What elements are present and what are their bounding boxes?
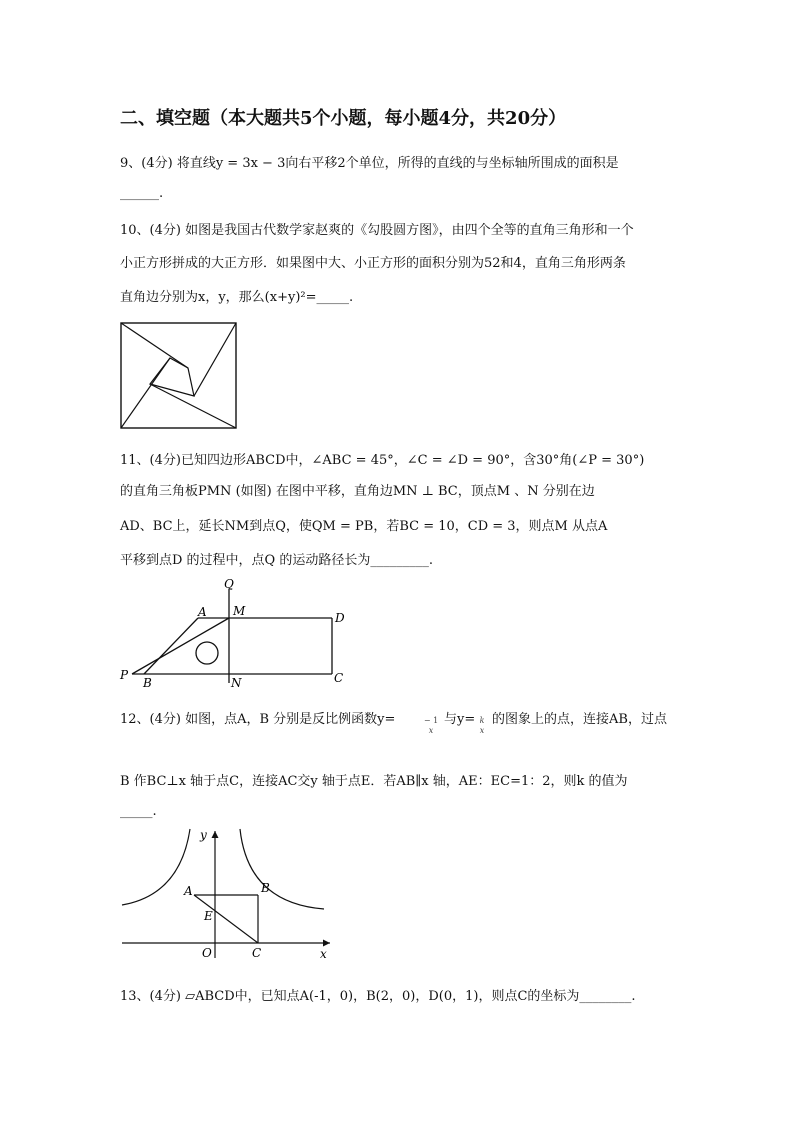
q11-label-a: A — [198, 605, 207, 619]
q12-x-axis-arrow — [323, 940, 330, 947]
q12-label-a: A — [184, 884, 193, 898]
q11-hypotenuse-pm — [132, 618, 229, 674]
q11-label-m: M — [233, 604, 246, 618]
q11-label-d: D — [335, 611, 345, 625]
q11-side-ab — [144, 618, 198, 674]
q12-hyperbola-figure — [118, 825, 338, 965]
q10-line-1: 10、(4分) 如图是我国古代数学家赵爽的《勾股圆方图》，由四个全等的直角三角形和一个 — [120, 223, 634, 238]
q12-frac-2-num: k — [479, 716, 485, 725]
q12-label-x: x — [320, 947, 327, 961]
q12-label-o: O — [202, 946, 212, 960]
q10-triangle-edge-2 — [194, 323, 236, 396]
q12-frac-1-den: x — [428, 726, 434, 735]
q12-label-y: y — [200, 828, 207, 842]
q11-label-p: P — [120, 668, 129, 682]
q9-answer-blank: ______. — [120, 186, 164, 201]
q12-line-1-mid: 与y= — [444, 712, 476, 727]
q12-line-3: _____. — [120, 804, 157, 819]
q11-label-n: N — [231, 676, 242, 690]
q10-line-2: 小正方形拼成的大正方形．如果图中大、小正方形的面积分别为52和4，直角三角形两条 — [120, 256, 626, 271]
q10-line-3: 直角边分别为x，y，那么(x+y)²=_____. — [120, 290, 354, 305]
q12-fraction-1 — [420, 716, 442, 736]
q11-line-2: 的直角三角板PMN (如图) 在图中平移，直角边MN ⊥ BC，顶点M 、N 分别在边 — [120, 484, 595, 499]
q10-triangle-edge-1 — [121, 323, 188, 368]
q9-line-1: 9、(4分) 将直线y = 3x − 3向右平移2个单位，所得的直线的与坐标轴所围成的面积是 — [120, 156, 619, 171]
q12-frac-1-num: 1 — [433, 716, 439, 725]
q11-label-q: Q — [224, 577, 234, 591]
q12-y-axis-arrow — [212, 831, 219, 838]
q11-triangle-hole — [196, 642, 218, 664]
q12-line-1-start: 12、(4分) 如图，点A，B 分别是反比例函数y= — [120, 712, 396, 727]
q11-label-b: B — [143, 676, 152, 690]
q11-line-4: 平移到点D 的过程中，点Q 的运动路径长为_________. — [120, 553, 433, 568]
q12-line-2: B 作BC⊥x 轴于点C，连接AC交y 轴于点E．若AB∥x 轴，AE：EC=1：2，则k 的值为 — [120, 774, 628, 789]
q12-right-hyperbola — [240, 829, 324, 909]
q11-line-1: 11、(4分)已知四边形ABCD中，∠ABC = 45°，∠C = ∠D = 90°，含30°角(∠P = 30°) — [120, 453, 645, 468]
q12-fraction-2 — [476, 716, 488, 736]
q12-line-1-end: 的图象上的点，连接AB，过点 — [492, 712, 667, 727]
q12-line-1 — [120, 708, 395, 727]
q10-pinwheel-figure — [118, 320, 242, 432]
q12-label-c: C — [252, 946, 262, 960]
q12-label-b: B — [261, 881, 270, 895]
q11-label-c: C — [334, 671, 344, 685]
section-title: 二、填空题（本大题共5个小题，每小题4分，共20分） — [120, 108, 567, 129]
q11-quadrilateral-figure — [110, 575, 360, 695]
q11-line-3: AD、BC上，延长NM到点Q，使QM = PB，若BC = 10，CD = 3，则点M 从点A — [120, 519, 608, 534]
q12-frac-1-sign: − — [423, 716, 431, 725]
q13-line-1: 13、(4分) ▱ABCD中，已知点A(-1，0)，B(2，0)，D(0，1)，则点C的坐标为________. — [120, 989, 636, 1004]
q12-frac-2-den: x — [479, 726, 485, 735]
q12-left-hyperbola — [122, 829, 190, 905]
q12-label-e: E — [204, 909, 213, 923]
q10-outer-square — [121, 323, 236, 428]
